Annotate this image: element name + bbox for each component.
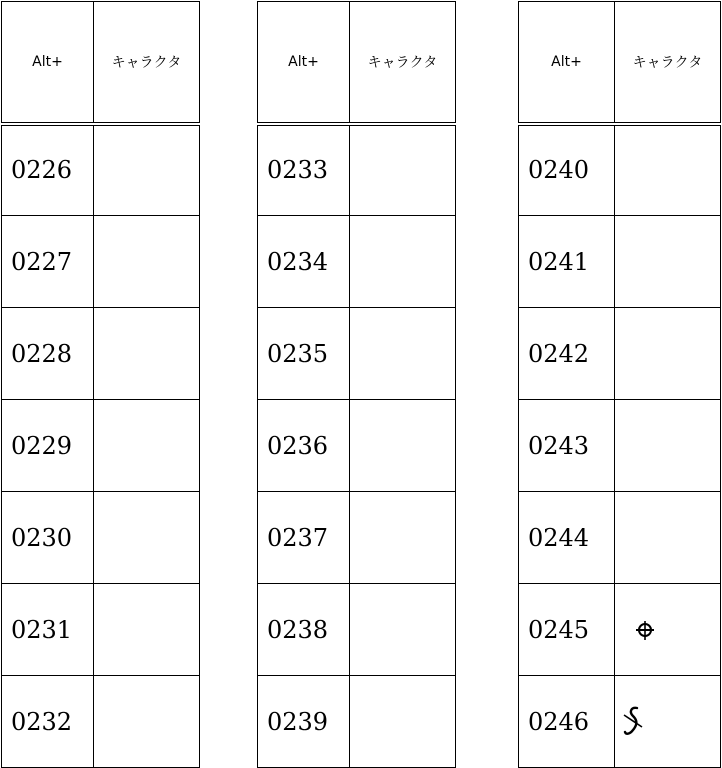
character-cell — [350, 676, 456, 768]
table-row — [519, 676, 721, 768]
alt-code-cell: 0226 — [2, 124, 94, 216]
character-cell — [350, 492, 456, 584]
alt-code-cell: 0241 — [519, 216, 615, 308]
table-row — [258, 124, 456, 216]
table-row — [258, 492, 456, 584]
character-cell — [350, 216, 456, 308]
alt-column-header: Alt+ — [519, 2, 615, 124]
character-cell — [94, 584, 200, 676]
alt-code-cell: 0229 — [2, 400, 94, 492]
alt-code-cell: 0246 — [519, 676, 615, 768]
table-row — [2, 584, 200, 676]
alt-code-cell: 0233 — [258, 124, 350, 216]
alt-code-cell: 0242 — [519, 308, 615, 400]
crosshair-circle-icon — [633, 612, 657, 648]
alt-code-cell: 0232 — [2, 676, 94, 768]
alt-code-cell: 0243 — [519, 400, 615, 492]
table-header-row — [258, 2, 456, 124]
character-cell — [94, 308, 200, 400]
table-row — [2, 492, 200, 584]
alt-column-header: Alt+ — [258, 2, 350, 124]
character-cell — [615, 216, 721, 308]
alt-code-cell: 0234 — [258, 216, 350, 308]
character-cell — [94, 492, 200, 584]
alt-code-cell: 0230 — [2, 492, 94, 584]
table-row — [2, 676, 200, 768]
character-cell — [94, 400, 200, 492]
table-row — [519, 124, 721, 216]
alt-code-cell: 0228 — [2, 308, 94, 400]
character-cell — [350, 124, 456, 216]
character-column-header: キャラクタ — [350, 2, 456, 124]
script-f-icon — [621, 704, 645, 740]
alt-code-table-1 — [1, 1, 200, 768]
alt-code-cell: 0245 — [519, 584, 615, 676]
alt-code-cell: 0244 — [519, 492, 615, 584]
character-cell — [615, 492, 721, 584]
table-row — [258, 216, 456, 308]
character-cell — [94, 216, 200, 308]
table-header-row — [519, 2, 721, 124]
character-cell — [350, 400, 456, 492]
alt-code-cell: 0231 — [2, 584, 94, 676]
alt-code-cell: 0239 — [258, 676, 350, 768]
alt-code-cell: 0237 — [258, 492, 350, 584]
alt-code-cell: 0236 — [258, 400, 350, 492]
table-row — [258, 400, 456, 492]
table-row — [258, 584, 456, 676]
alt-code-table-2 — [257, 1, 456, 768]
alt-code-cell: 0238 — [258, 584, 350, 676]
character-cell — [615, 400, 721, 492]
alt-code-cell: 0240 — [519, 124, 615, 216]
table-header-row — [2, 2, 200, 124]
table-row — [519, 308, 721, 400]
alt-code-table-3 — [518, 1, 721, 768]
table-row — [519, 400, 721, 492]
alt-code-cell: 0227 — [2, 216, 94, 308]
character-cell — [615, 308, 721, 400]
alt-code-cell: 0235 — [258, 308, 350, 400]
character-column-header: キャラクタ — [615, 2, 721, 124]
table-row — [519, 492, 721, 584]
alt-column-header: Alt+ — [2, 2, 94, 124]
character-cell — [615, 676, 721, 768]
table-row — [2, 400, 200, 492]
table-row — [258, 676, 456, 768]
character-cell — [350, 308, 456, 400]
character-cell — [615, 124, 721, 216]
table-row — [2, 124, 200, 216]
character-column-header: キャラクタ — [94, 2, 200, 124]
character-cell — [94, 676, 200, 768]
character-cell — [615, 584, 721, 676]
table-row — [2, 216, 200, 308]
character-cell — [350, 584, 456, 676]
table-row — [519, 216, 721, 308]
table-row — [2, 308, 200, 400]
table-row — [519, 584, 721, 676]
character-cell — [94, 124, 200, 216]
table-row — [258, 308, 456, 400]
